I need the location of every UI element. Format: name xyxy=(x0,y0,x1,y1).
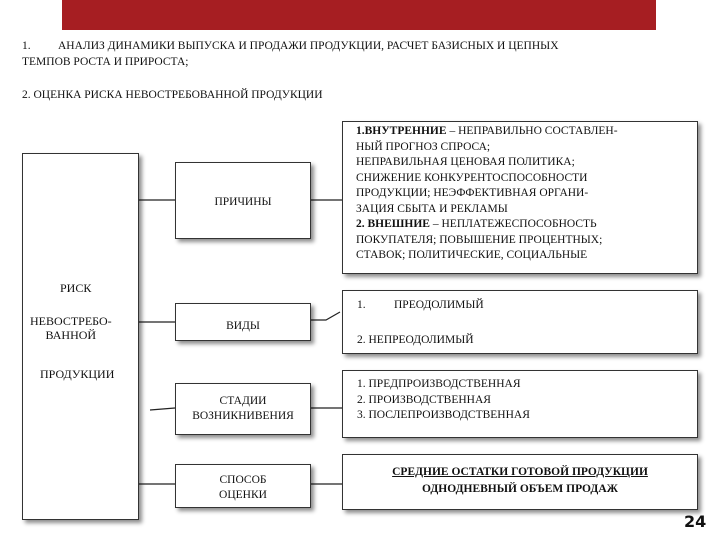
heading-line2: ТЕМПОВ РОСТА И ПРИРОСТА; xyxy=(22,56,189,68)
types-label: ВИДЫ xyxy=(226,320,260,332)
internal-label: 1.ВНУТРЕННИЕ xyxy=(356,125,447,137)
method-denominator: ОДНОДНЕВНЫЙ ОБЪЕМ ПРОДАЖ xyxy=(421,483,619,495)
method-numerator: СРЕДНИЕ ОСТАТКИ ГОТОВОЙ ПРОДУКЦИИ xyxy=(392,466,648,478)
internal-text: – НЕПРАВИЛЬНО СОСТАВЛЕН- НЫЙ ПРОГНОЗ СПРОСА; НЕПРАВИЛЬНАЯ ЦЕНОВАЯ ПОЛИТИКА; СНИЖЕНИЕ КОНКУРЕНТОСПОСОБНОСТИ ПРОДУКЦИИ; НЕЭФФЕКТИВНАЯ ОРГАНИ- ЗАЦИЯ СБЫТА И РЕКЛАМЫ xyxy=(356,125,618,215)
label-unclaimed: НЕВОСТРЕБО- ВАННОЙ xyxy=(30,314,112,342)
label-products: ПРОДУКЦИИ xyxy=(40,367,115,381)
causes-label: ПРИЧИНЫ xyxy=(214,196,272,208)
causes-detail-text xyxy=(356,124,618,264)
external-label: 2. ВНЕШНИЕ xyxy=(356,218,430,230)
page-number: 24 xyxy=(684,512,707,531)
heading-line3: 2. ОЦЕНКА РИСКА НЕВОСТРЕБОВАННОЙ ПРОДУКЦИИ xyxy=(22,89,323,101)
types-item1: ПРЕОДОЛИМЫЙ xyxy=(394,299,484,311)
method-label: СПОСОБ ОЦЕНКИ xyxy=(219,474,267,501)
heading-line1: АНАЛИЗ ДИНАМИКИ ВЫПУСКА И ПРОДАЖИ ПРОДУКЦИИ, РАСЧЕТ БАЗИСНЫХ И ЦЕПНЫХ xyxy=(58,40,559,52)
label-risk: РИСК xyxy=(60,281,92,295)
stages-label: СТАДИИ ВОЗНИКНИВЕНИЯ xyxy=(192,395,294,422)
stages-detail-text: 1. ПРЕДПРОИЗВОДСТВЕННАЯ 2. ПРОИЗВОДСТВЕННАЯ 3. ПОСЛЕПРОИЗВОДСТВЕННАЯ xyxy=(357,378,530,421)
heading-line1-number: 1. xyxy=(22,40,31,52)
types-item1-number: 1. xyxy=(357,299,366,311)
external-text: – НЕПЛАТЕЖЕСПОСОБНОСТЬ ПОКУПАТЕЛЯ; ПОВЫШЕНИЕ ПРОЦЕНТНЫХ; СТАВОК; ПОЛИТИЧЕСКИЕ, СОЦИАЛЬНЫЕ xyxy=(356,218,603,261)
types-item2: 2. НЕПРЕОДОЛИМЫЙ xyxy=(357,334,474,346)
